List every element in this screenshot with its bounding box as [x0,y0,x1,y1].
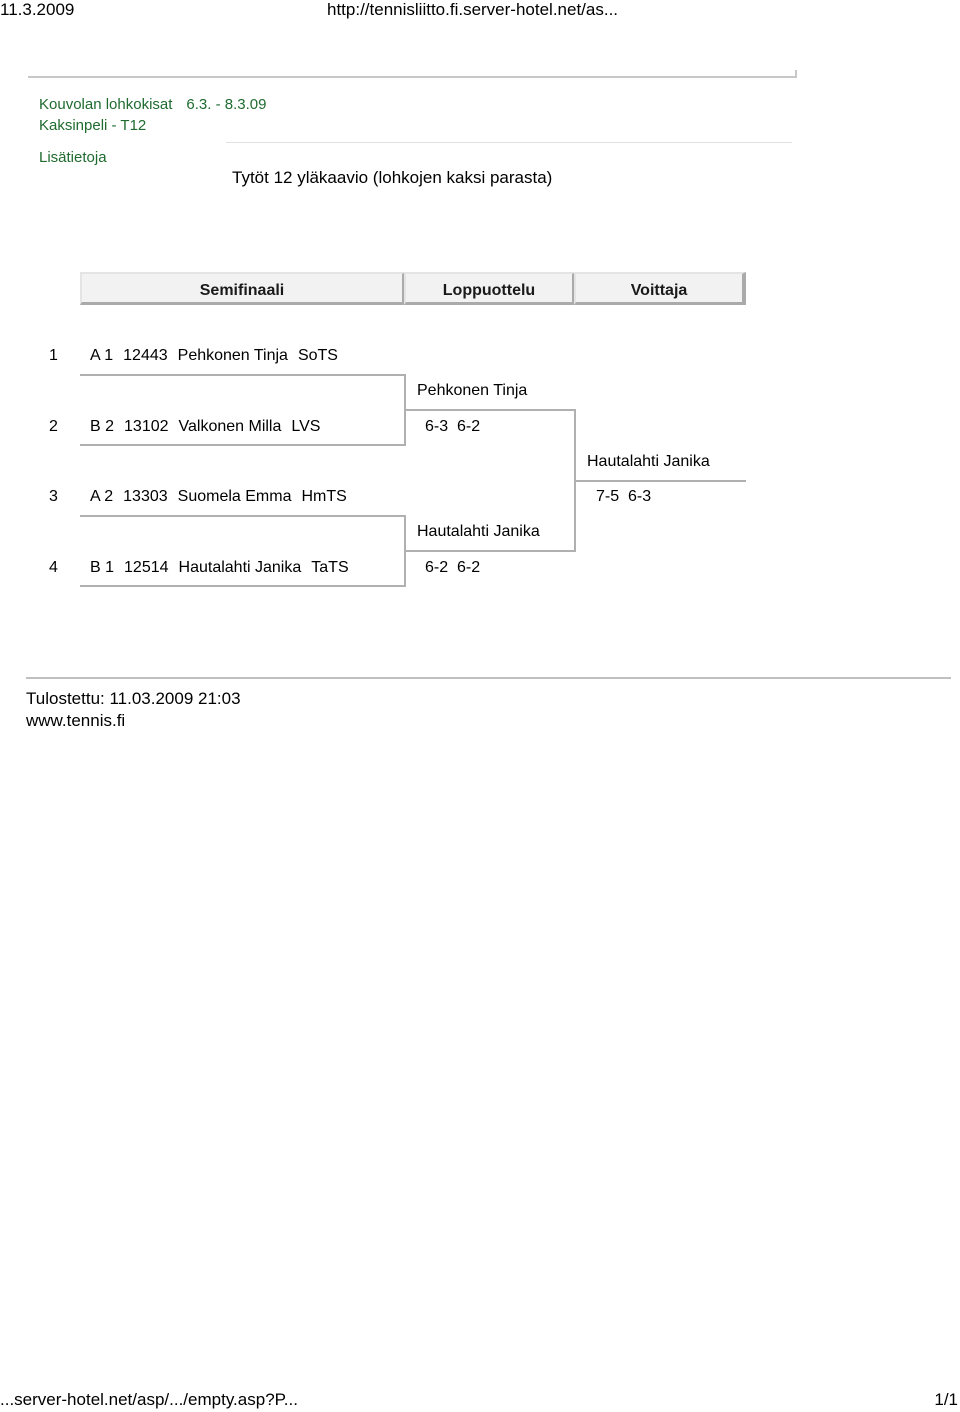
player-entry[interactable]: B 1 12514 Hautalahti Janika TaTS [90,559,349,576]
print-page-count: 1/1 [934,1390,958,1409]
footer-rule [26,677,951,679]
print-url: http://tennisliitto.fi.server-hotel.net/as... [327,0,619,19]
player-entry[interactable]: A 2 13303 Suomela Emma HmTS [90,488,347,505]
draw-position: 3 [49,488,58,505]
semifinal-winner[interactable]: Hautalahti Janika [417,523,540,540]
print-date: 11.3.2009 [0,0,75,19]
bracket-line [80,374,406,376]
print-footer-url: ...server-hotel.net/asp/.../empty.asp?P... [0,1390,298,1409]
bracket-line [80,585,406,587]
bracket-line [574,480,746,482]
final-score: 7-5 6-3 [596,488,652,505]
printed-timestamp: Tulostettu: 11.03.2009 21:03 [26,689,241,708]
draw-position: 4 [49,559,58,576]
player-entry[interactable]: B 2 13102 Valkonen Milla LVS [90,418,321,435]
bracket-line [404,409,576,411]
round-header-winner: Voittaja [574,272,746,305]
site-link[interactable]: www.tennis.fi [26,711,126,730]
bracket-line [80,444,406,446]
draw-position: 2 [49,418,58,435]
semifinal-winner[interactable]: Pehkonen Tinja [417,382,528,399]
bracket-line [80,515,406,517]
event-name: Kaksinpeli - T12 [39,117,147,134]
tournament-name[interactable]: Kouvolan lohkokisat 6.3. - 8.3.09 [39,96,267,113]
round-header-final: Loppuottelu [404,272,576,305]
info-link[interactable]: Lisätietoja [39,149,107,166]
bracket-line [404,550,576,552]
top-rule-tick [795,70,797,78]
tournament-winner[interactable]: Hautalahti Janika [587,453,710,470]
heading-rule [226,142,792,143]
draw-position: 1 [49,347,58,364]
player-entry[interactable]: A 1 12443 Pehkonen Tinja SoTS [90,347,338,364]
semifinal-score: 6-2 6-2 [425,559,481,576]
round-header-semifinal: Semifinaali [80,272,406,305]
semifinal-score: 6-3 6-2 [425,418,481,435]
top-rule [28,76,796,78]
draw-title: Tytöt 12 yläkaavio (lohkojen kaksi parasta) [232,168,553,187]
